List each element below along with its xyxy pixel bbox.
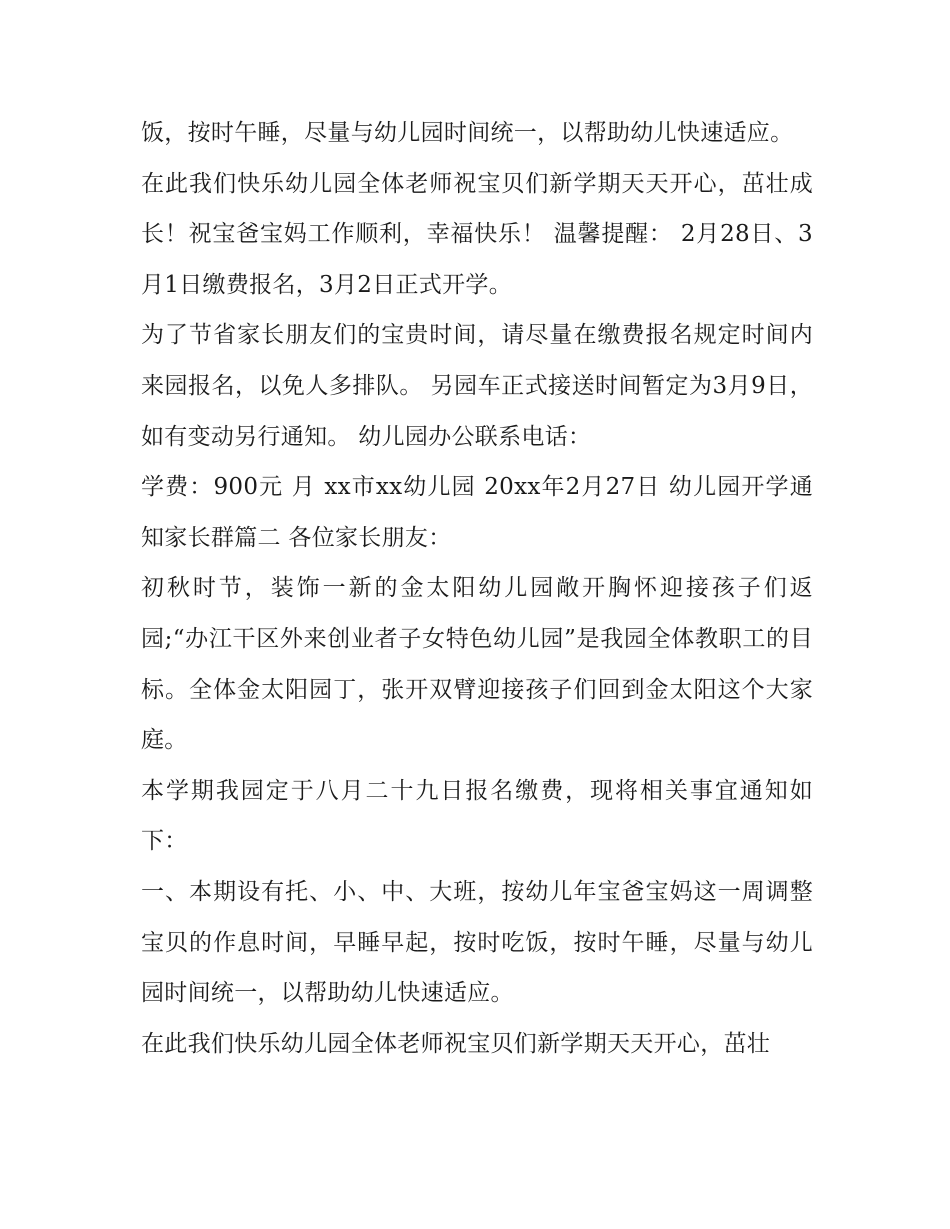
paragraph: 在此我们快乐幼儿园全体老师祝宝贝们新学期天天开心，茁壮成长！祝宝爸宝妈工作顺利，幸福快乐！ 温馨提醒： 2月28日、3月1日缴费报名，3月2日正式开学。 [141,170,813,298]
paragraph: 一、本期设有托、小、中、大班，按幼儿年宝爸宝妈这一周调整宝贝的作息时间，早睡早起，按时吃饭，按时午睡，尽量与幼儿园时间统一，以帮助幼儿快速适应。 [141,878,813,1007]
paragraph: 为了节省家长朋友们的宝贵时间，请尽量在缴费报名规定时间内来园报名，以免人多排队。 另园车正式接送时间暂定为3月9日，如有变动另行通知。 幼儿园办公联系电话： [141,322,813,450]
paragraph: 饭，按时午睡，尽量与幼儿园时间统一，以帮助幼儿快速适应。 [141,120,794,146]
paragraph: 学费：900元 月 xx市xx幼儿园 20xx年2月27日 幼儿园开学通知家长群篇二 各位家长朋友： [141,474,813,551]
paragraph: 本学期我园定于八月二十九日报名缴费，现将相关事宜通知如下： [141,777,813,855]
paragraph: 在此我们快乐幼儿园全体老师祝宝贝们新学期天天开心，茁壮 [141,1030,771,1057]
document-body [141,108,813,1069]
paragraph: 初秋时节，装饰一新的金太阳幼儿园敞开胸怀迎接孩子们返园;“办江干区外来创业者子女特色幼儿园”是我园全体教职工的目标。全体金太阳园丁，张开双臂迎接孩子们回到金太阳这个大家庭。 [141,575,813,754]
